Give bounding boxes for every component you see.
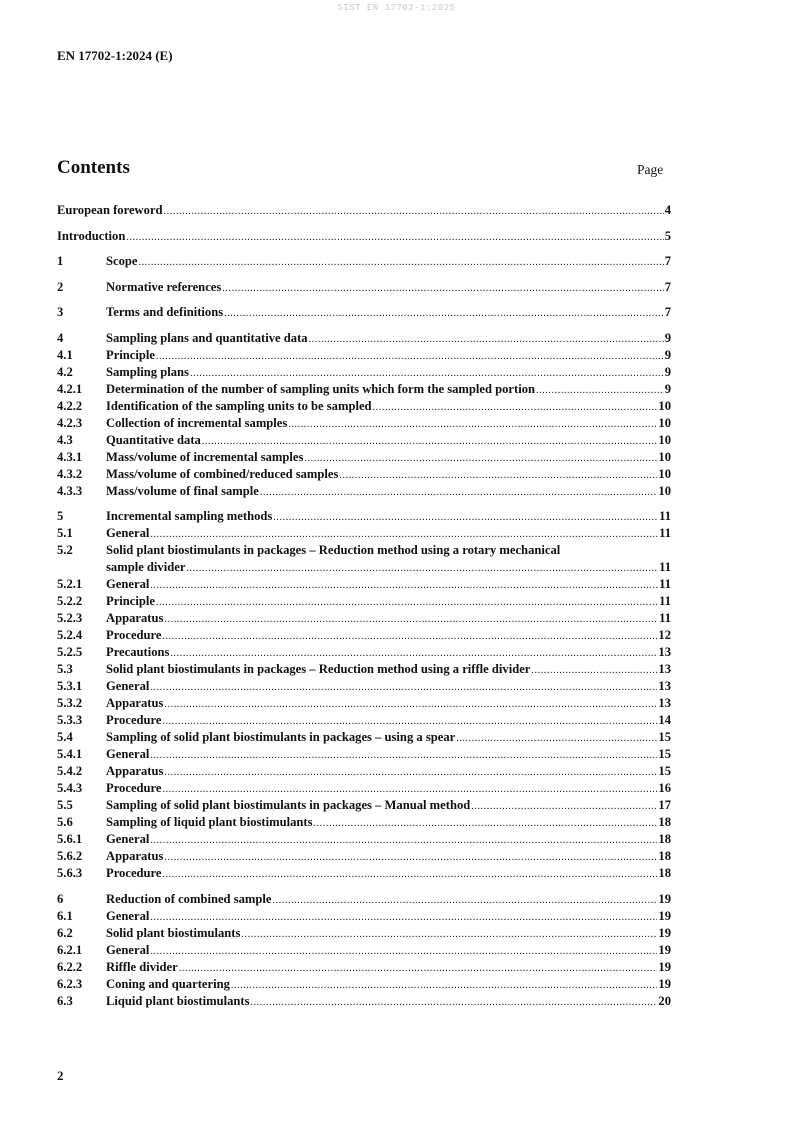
toc-entry-title: General (106, 679, 150, 693)
toc-entry-number: 6.2.3 (57, 976, 83, 991)
toc-entry-title: Solid plant biostimulants in packages – Reduction method using a rotary mechanical (106, 543, 561, 557)
toc-entry-title: General (106, 832, 150, 846)
dot-leader (163, 781, 658, 798)
dot-leader (224, 305, 664, 322)
toc-entry-number: 6.2 (57, 925, 73, 940)
toc-entry-title: Collection of incremental samples (106, 415, 288, 430)
toc-entry[interactable] (57, 959, 671, 976)
toc-entry-title: Incremental sampling methods (106, 509, 273, 523)
toc-entry-number: 5.1 (57, 526, 73, 540)
dot-leader (150, 747, 657, 764)
dot-leader (156, 348, 664, 365)
toc-entry-title: Sampling of solid plant biostimulants in packages – Manual method (106, 798, 471, 812)
toc-entry-number: 4.3.2 (57, 466, 83, 481)
toc-entry-number: 6.2.1 (57, 942, 83, 957)
toc-entry-title: Liquid plant biostimulants (106, 993, 250, 1008)
toc-entry-number: 5.3 (57, 662, 73, 676)
dot-leader (150, 832, 657, 849)
toc-entry-title: Riffle divider (106, 959, 178, 974)
toc-entry-number: 1 (57, 254, 64, 268)
dot-leader (456, 730, 657, 747)
toc-entry-title: Mass/volume of combined/reduced samples (106, 466, 339, 481)
toc-entry[interactable] (57, 253, 671, 270)
dot-leader (150, 943, 657, 960)
toc-entry-number: 5.4.3 (57, 781, 83, 795)
toc-entry-page: 10 (658, 415, 671, 430)
toc-entry-number: 2 (57, 279, 64, 294)
toc-entry-title: Apparatus (106, 611, 164, 625)
dot-leader (186, 560, 658, 577)
toc-entry-page: 4 (664, 203, 671, 217)
toc-entry-title: Sampling plans and quantitative data (106, 330, 308, 345)
toc-entry[interactable] (57, 279, 671, 296)
dot-leader (179, 960, 658, 977)
toc-entry-title: Identification of the sampling units to be sampled (106, 398, 372, 413)
toc-entry[interactable] (57, 508, 671, 525)
toc-entry[interactable] (57, 449, 671, 466)
toc-entry-title: Scope (106, 254, 138, 268)
toc-entry[interactable] (57, 364, 671, 381)
toc-entry-number: 5 (57, 509, 64, 523)
toc-entry[interactable] (57, 814, 671, 831)
toc-entry-title: Sampling of liquid plant biostimulants (106, 815, 313, 829)
toc-entry-number: 4.2.1 (57, 381, 83, 396)
toc-entry-title: Introduction (57, 228, 126, 243)
dot-leader (202, 433, 658, 450)
toc-entry-page: 10 (658, 398, 671, 413)
toc-entry-title: General (106, 747, 150, 761)
toc-entry-page: 13 (658, 645, 671, 659)
watermark: SIST EN 17702-1:2025 (337, 3, 456, 13)
dot-leader (150, 679, 657, 696)
footer-page-number: 2 (57, 1068, 64, 1083)
toc-entry-number: 5.3.1 (57, 679, 83, 693)
toc-entry-title: Procedure (106, 866, 162, 880)
toc-entry-number: 5.6 (57, 815, 73, 829)
toc-entry-page: 13 (658, 696, 671, 710)
dot-leader (164, 696, 657, 713)
toc-entry[interactable] (57, 780, 671, 797)
toc-entry-page: 18 (658, 849, 671, 863)
toc-entry-page: 19 (658, 908, 671, 923)
toc-entry-number: 5.2.2 (57, 594, 83, 608)
toc-entry-title: Mass/volume of final sample (106, 483, 259, 498)
toc-entry[interactable] (57, 695, 671, 712)
toc-group (57, 253, 671, 270)
toc-entry-number: 5.4 (57, 730, 73, 744)
toc-entry-title: Coning and quartering (106, 976, 230, 991)
toc-entry-number: 5.4.2 (57, 764, 83, 778)
toc-entry-title: Principle (106, 347, 155, 362)
toc-entry-number: 4.1 (57, 347, 73, 362)
toc-entry[interactable] (57, 831, 671, 848)
dot-leader (170, 645, 657, 662)
dot-leader (164, 203, 664, 220)
toc-entry[interactable] (57, 525, 671, 542)
toc-entry[interactable] (57, 908, 671, 925)
contents-heading: Contents (57, 157, 130, 178)
toc-entry-page: 16 (658, 781, 671, 795)
toc-entry-page: 11 (659, 594, 671, 608)
toc-entry-page: 10 (658, 432, 671, 447)
toc-entry-number: 6 (57, 891, 64, 906)
dot-leader (339, 467, 657, 484)
toc-entry[interactable] (57, 627, 671, 644)
toc-entry[interactable] (57, 415, 671, 432)
document-id-header: EN 17702-1:2024 (E) (57, 48, 173, 63)
dot-leader (163, 713, 658, 730)
toc-entry[interactable] (57, 483, 671, 500)
toc-entry-number: 4.2.2 (57, 398, 83, 413)
toc-entry-page: 7 (664, 254, 671, 268)
toc-entry-number: 5.5 (57, 798, 73, 812)
toc-entry-page: 11 (659, 526, 671, 540)
page-column-label: Page (637, 162, 664, 177)
toc-entry-page: 10 (658, 449, 671, 464)
toc-group (57, 891, 671, 1010)
toc-entry-title: Determination of the number of sampling units which form the sampled portion (106, 381, 536, 396)
toc-entry-number: 6.2.2 (57, 959, 83, 974)
toc-group (57, 330, 671, 500)
dot-leader (313, 815, 657, 832)
toc-entry-page: 11 (659, 611, 671, 625)
toc-entry-title: General (106, 908, 150, 923)
dot-leader (471, 798, 657, 815)
toc-entry-title: Apparatus (106, 696, 164, 710)
dot-leader (309, 331, 664, 348)
toc-entry[interactable] (57, 304, 671, 321)
toc-entry-page: 10 (658, 483, 671, 498)
toc-entry-number: 6.3 (57, 993, 73, 1008)
toc-entry-page: 9 (664, 381, 671, 396)
toc-entry[interactable] (57, 865, 671, 882)
toc-entry-page: 9 (664, 364, 671, 379)
toc-entry-number: 4 (57, 330, 64, 345)
toc-entry-number: 5.3.2 (57, 696, 83, 710)
toc-entry[interactable] (57, 848, 671, 865)
dot-leader (531, 662, 657, 679)
toc-entry[interactable] (57, 678, 671, 695)
toc-entry-page: 20 (658, 993, 671, 1008)
dot-leader (138, 254, 663, 271)
toc-entry[interactable] (57, 381, 671, 398)
toc-entry[interactable] (57, 432, 671, 449)
dot-leader (272, 892, 657, 909)
toc-entry-number: 6.1 (57, 908, 73, 923)
dot-leader (373, 399, 658, 416)
toc-entry[interactable] (57, 976, 671, 993)
dot-leader (163, 628, 658, 645)
toc-group (57, 508, 671, 882)
toc-entry-title: Procedure (106, 628, 162, 642)
dot-leader (273, 509, 658, 526)
toc-group (57, 202, 671, 219)
toc-entry-page: 12 (658, 628, 671, 642)
toc-entry-page: 19 (658, 925, 671, 940)
toc-entry[interactable] (57, 729, 671, 746)
toc-entry-page: 7 (664, 279, 671, 294)
toc-entry-number: 4.2.3 (57, 415, 83, 430)
toc-entry-title: Quantitative data (106, 432, 201, 447)
toc-entry-title: Sampling of solid plant biostimulants in packages – using a spear (106, 730, 456, 744)
dot-leader (156, 594, 658, 611)
toc-entry-title: European foreword (57, 203, 163, 217)
toc-entry-title: General (106, 526, 150, 540)
toc-entry-title: Reduction of combined sample (106, 891, 272, 906)
toc-entry-page: 18 (658, 866, 671, 880)
toc-entry[interactable] (57, 993, 671, 1010)
toc-entry-number: 5.2.4 (57, 628, 83, 642)
toc-entry-continuation[interactable] (57, 559, 671, 576)
toc-entry-number: 5.2.5 (57, 645, 83, 659)
toc-entry-number: 5.2.3 (57, 611, 83, 625)
toc-entry-title: Solid plant biostimulants (106, 925, 241, 940)
dot-leader (150, 577, 658, 594)
dot-leader (260, 484, 658, 501)
toc-entry-page: 15 (658, 747, 671, 761)
dot-leader (222, 280, 663, 297)
toc-entry-page: 15 (658, 730, 671, 744)
toc-entry[interactable] (57, 330, 671, 347)
toc-entry[interactable] (57, 942, 671, 959)
toc-entry-page: 18 (658, 815, 671, 829)
toc-entry[interactable] (57, 398, 671, 415)
dot-leader (241, 926, 657, 943)
dot-leader (164, 849, 657, 866)
dot-leader (251, 994, 658, 1011)
toc-entry[interactable] (57, 576, 671, 593)
toc-entry-page: 9 (664, 347, 671, 362)
toc-entry-number: 4.2 (57, 364, 73, 379)
toc-entry-page: 11 (659, 560, 671, 574)
dot-leader (190, 365, 664, 382)
toc-entry-number: 5.4.1 (57, 747, 83, 761)
toc-entry[interactable] (57, 610, 671, 627)
toc-entry-title: General (106, 942, 150, 957)
toc-entry-page: 14 (658, 713, 671, 727)
toc-entry-page: 13 (658, 662, 671, 676)
dot-leader (163, 866, 658, 883)
dot-leader (150, 526, 658, 543)
toc-entry-page: 19 (658, 942, 671, 957)
toc-entry-number: 5.6.1 (57, 832, 83, 846)
toc-entry-number: 4.3.3 (57, 483, 83, 498)
toc-entry-page: 19 (658, 976, 671, 991)
toc-entry-number: 5.6.3 (57, 866, 83, 880)
toc-group (57, 279, 671, 296)
toc-entry-page: 9 (664, 330, 671, 345)
dot-leader (150, 909, 657, 926)
dot-leader (536, 382, 664, 399)
toc-entry-page: 19 (658, 891, 671, 906)
toc-entry-title: Procedure (106, 781, 162, 795)
toc-entry-page: 10 (658, 466, 671, 481)
toc-entry[interactable] (57, 925, 671, 942)
toc-entry-title: Mass/volume of incremental samples (106, 449, 304, 464)
toc-entry-number: 5.3.3 (57, 713, 83, 727)
toc-entry-page: 17 (658, 798, 671, 812)
toc-entry-title: Procedure (106, 713, 162, 727)
dot-leader (126, 229, 663, 246)
toc-entry[interactable] (57, 746, 671, 763)
toc-entry[interactable] (57, 644, 671, 661)
table-of-contents (57, 202, 671, 1018)
toc-entry-title: Apparatus (106, 764, 164, 778)
toc-entry-page: 15 (658, 764, 671, 778)
toc-entry-title: Normative references (106, 279, 222, 294)
toc-entry-title: Apparatus (106, 849, 164, 863)
toc-entry-page: 7 (664, 305, 671, 319)
toc-entry-page: 11 (659, 509, 671, 523)
toc-entry-number: 5.2 (57, 543, 73, 557)
toc-entry-number: 4.3 (57, 432, 73, 447)
toc-entry-title: General (106, 577, 150, 591)
toc-entry[interactable] (57, 347, 671, 364)
dot-leader (231, 977, 658, 994)
dot-leader (164, 764, 657, 781)
toc-entry-number: 3 (57, 305, 64, 319)
dot-leader (288, 416, 657, 433)
toc-entry[interactable] (57, 712, 671, 729)
toc-entry-number: 4.3.1 (57, 449, 83, 464)
toc-entry-title: Principle (106, 594, 155, 608)
toc-entry-number: 5.2.1 (57, 577, 83, 591)
toc-entry[interactable] (57, 661, 671, 678)
toc-entry[interactable] (57, 202, 671, 219)
toc-entry[interactable] (57, 542, 671, 559)
toc-entry[interactable] (57, 797, 671, 814)
toc-entry-title-continued: sample divider (106, 560, 186, 574)
toc-entry[interactable] (57, 891, 671, 908)
toc-group (57, 228, 671, 245)
toc-entry[interactable] (57, 228, 671, 245)
toc-entry-page: 11 (659, 577, 671, 591)
dot-leader (304, 450, 657, 467)
toc-entry[interactable] (57, 466, 671, 483)
toc-entry-title: Terms and definitions (106, 305, 224, 319)
toc-entry-page: 19 (658, 959, 671, 974)
toc-entry-title: Sampling plans (106, 364, 189, 379)
toc-entry-title: Solid plant biostimulants in packages – Reduction method using a riffle divider (106, 662, 531, 676)
dot-leader (164, 611, 658, 628)
toc-group (57, 304, 671, 321)
toc-entry-page: 13 (658, 679, 671, 693)
toc-entry-number: 5.6.2 (57, 849, 83, 863)
toc-entry[interactable] (57, 763, 671, 780)
toc-entry-page: 5 (664, 228, 671, 243)
toc-entry[interactable] (57, 593, 671, 610)
toc-entry-title: Precautions (106, 645, 170, 659)
toc-entry-page: 18 (658, 832, 671, 846)
